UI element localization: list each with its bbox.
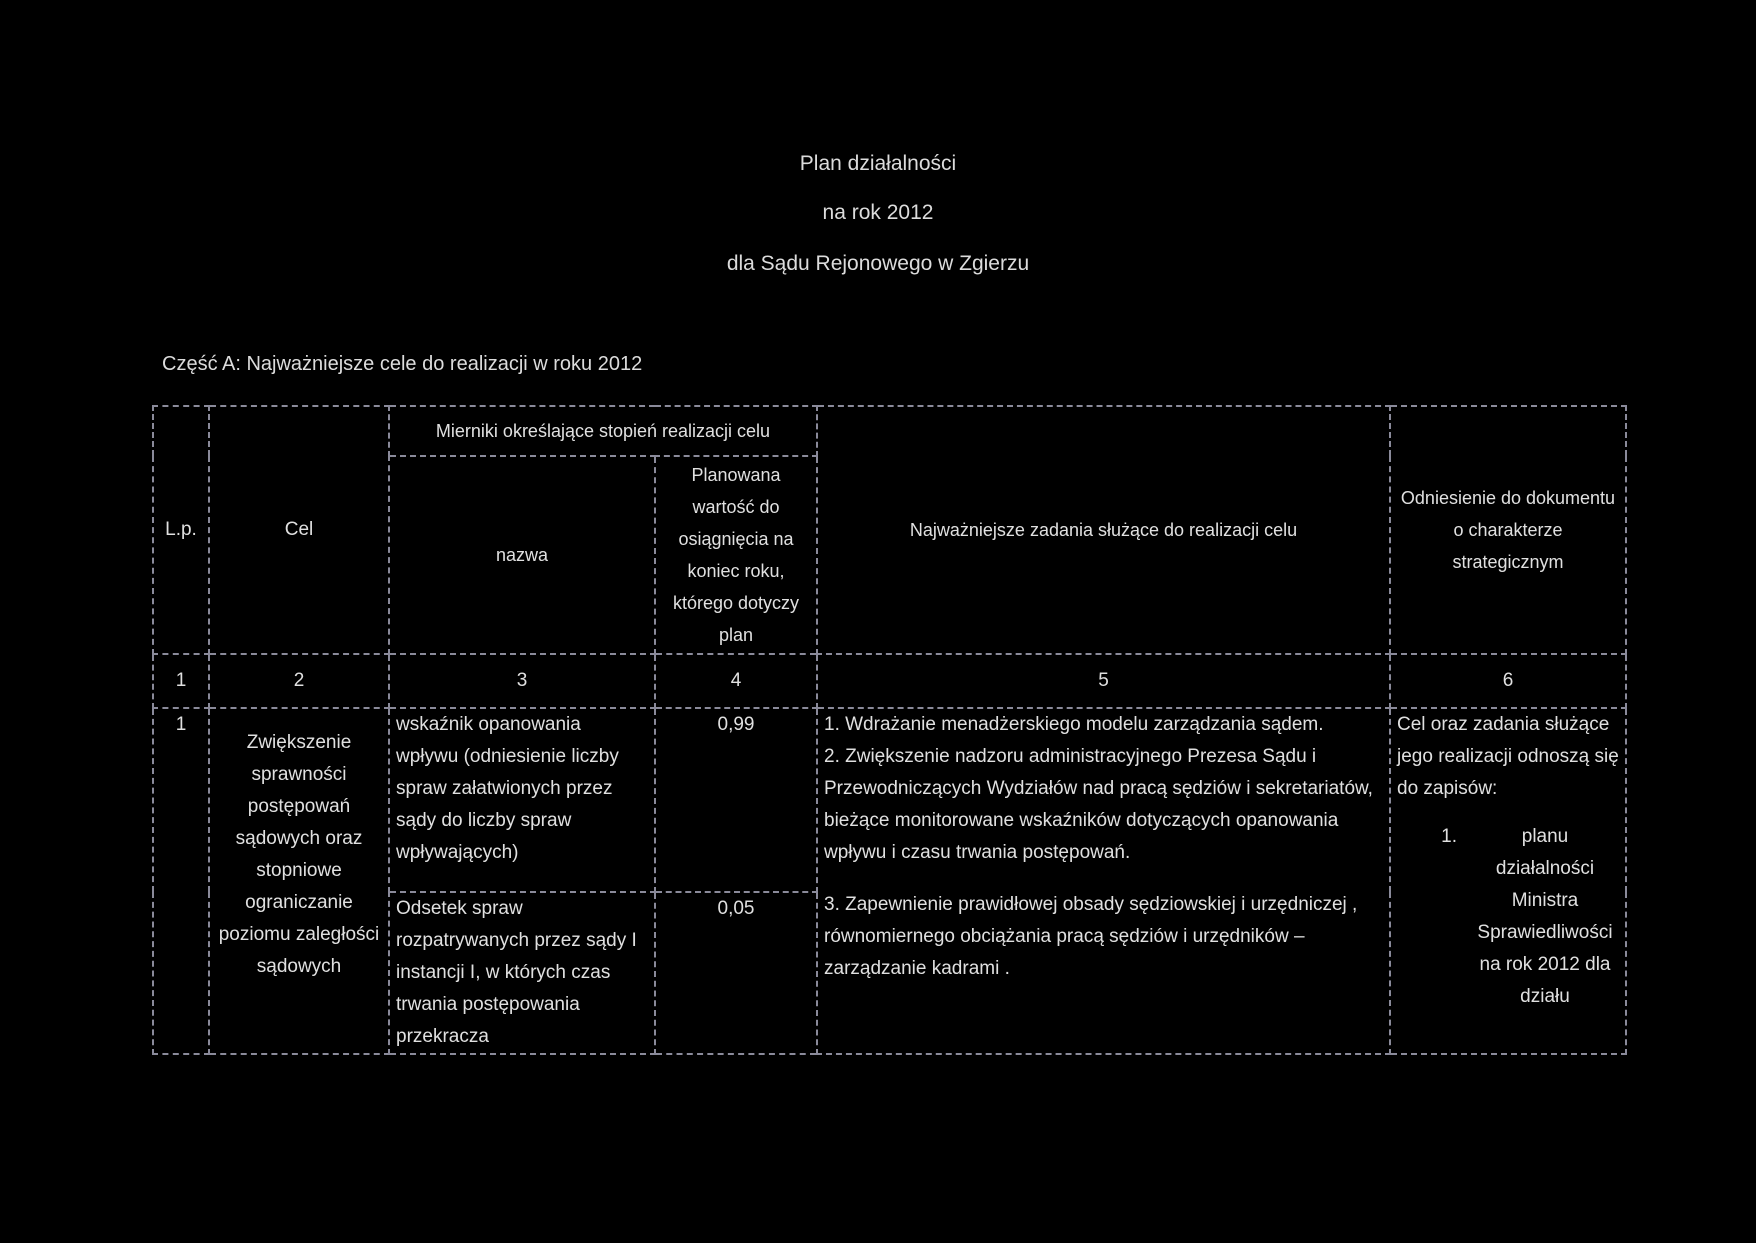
zadanie-3: 3. Zapewnienie prawidłowej obsady sędziowskiej i urzędniczej , równomiernego obciążania pracą sędziów i urzędników – zarządzanie kadrami .: [824, 894, 1358, 979]
row-cel: Zwiększenie sprawności postępowań sądowych oraz stopniowe ograniczanie poziomu zaległości sądowych: [209, 708, 389, 1054]
section-heading: Część A: Najważniejsze cele do realizacji w roku 2012: [162, 353, 643, 375]
header-planowana: Planowana wartość do osiągnięcia na koniec roku, którego dotyczy plan: [655, 456, 817, 654]
header-mierniki: Mierniki określające stopień realizacji celu: [389, 406, 817, 456]
miernik-1-nazwa: wskaźnik opanowania wpływu (odniesienie liczby spraw załatwionych przez sądy do liczby spraw wpływających): [389, 708, 655, 892]
header-lp: L.p.: [153, 406, 209, 654]
odniesienie-intro: Cel oraz zadania służące jego realizacji odnoszą się do zapisów:: [1397, 714, 1619, 799]
odniesienie-list-item: [1397, 821, 1619, 1013]
header-cel: Cel: [209, 406, 389, 654]
zadanie-1: 1. Wdrażanie menadżerskiego modelu zarządzania sądem.: [824, 714, 1324, 735]
miernik-2-wartosc: 0,05: [655, 892, 817, 1054]
column-number-5: 5: [817, 654, 1390, 708]
miernik-2-nazwa: Odsetek spraw rozpatrywanych przez sądy I instancji I, w których czas trwania postępowania przekracza: [389, 892, 655, 1054]
document-title: Plan działalności: [799, 152, 957, 175]
row-lp: 1: [153, 708, 209, 1054]
row-odniesienie: [1390, 708, 1626, 1054]
plan-table: [152, 405, 1627, 1055]
miernik-1-wartosc: 0,99: [655, 708, 817, 892]
header-nazwa: nazwa: [389, 456, 655, 654]
header-zadania: Najważniejsze zadania służące do realizacji celu: [817, 406, 1390, 654]
odniesienie-item-text: planu działalności Ministra Sprawiedliwości na rok 2012 dla działu: [1477, 826, 1613, 1007]
column-number-4: 4: [655, 654, 817, 708]
column-number-3: 3: [389, 654, 655, 708]
odniesienie-item-number: 1.: [1441, 826, 1457, 847]
column-number-2: 2: [209, 654, 389, 708]
column-number-6: 6: [1390, 654, 1626, 708]
row-zadania: [817, 708, 1390, 1054]
column-number-1: 1: [153, 654, 209, 708]
header-odniesienie: Odniesienie do dokumentu o charakterze strategicznym: [1390, 406, 1626, 654]
document-court: dla Sądu Rejonowego w Zgierzu: [726, 252, 1030, 275]
document-year: na rok 2012: [822, 201, 934, 224]
zadanie-2: 2. Zwiększenie nadzoru administracyjnego Prezesa Sądu i Przewodniczących Wydziałów nad pracą sędziów i sekretariatów, bieżące monitorowane wskaźników dotyczących opanowania wpływu i czasu trwania postępowań.: [824, 746, 1373, 863]
